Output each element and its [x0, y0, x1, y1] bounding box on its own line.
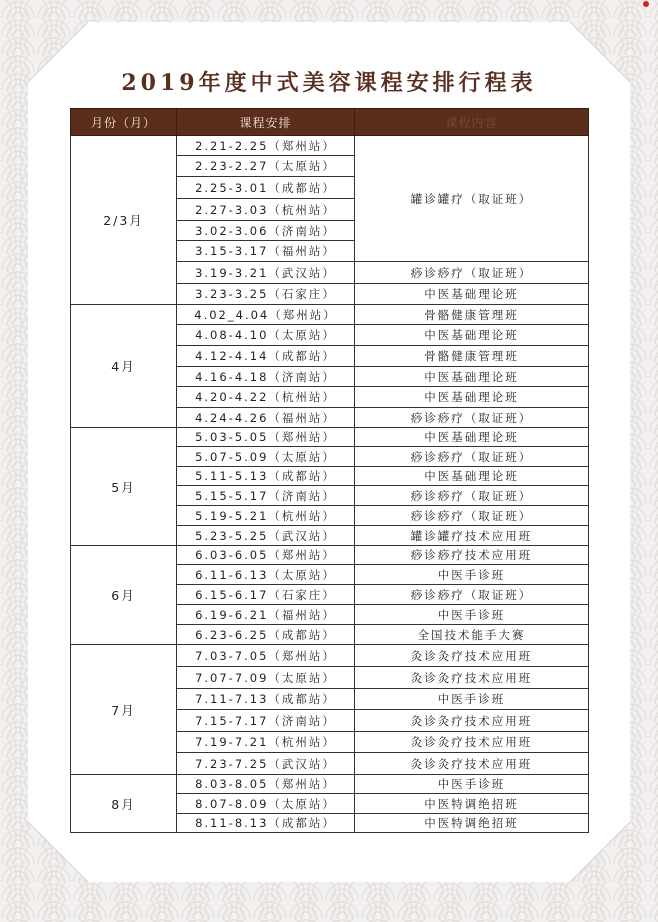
content-cell: 中医特调绝招班: [355, 794, 589, 814]
content-cell: 痧诊痧疗技术应用班: [355, 546, 589, 565]
schedule-cell: 3.23-3.25（石家庄）: [177, 284, 355, 305]
schedule-cell: 8.11-8.13（成都站）: [177, 814, 355, 833]
schedule-cell: 5.07-5.09（太原站）: [177, 447, 355, 467]
schedule-cell: 3.15-3.17（福州站）: [177, 241, 355, 262]
schedule-cell: 8.03-8.05（郑州站）: [177, 775, 355, 794]
schedule-cell: 4.08-4.10（太原站）: [177, 325, 355, 346]
month-cell: 2/3月: [71, 136, 177, 305]
schedule-cell: 4.16-4.18（济南站）: [177, 367, 355, 387]
schedule-cell: 5.19-5.21（杭州站）: [177, 506, 355, 526]
table-row: [71, 645, 589, 667]
content-cell: 中医特调绝招班: [355, 814, 589, 833]
content-cell: 灸诊灸疗技术应用班: [355, 753, 589, 775]
month-cell: 7月: [71, 645, 177, 775]
page-title: 2019年度中式美容课程安排行程表: [121, 70, 537, 96]
schedule-cell: 8.07-8.09（太原站）: [177, 794, 355, 814]
schedule-cell: 7.15-7.17（济南站）: [177, 710, 355, 732]
schedule-cell: 7.11-7.13（成都站）: [177, 689, 355, 710]
month-cell: 4月: [71, 305, 177, 428]
schedule-cell: 6.15-6.17（石家庄）: [177, 585, 355, 605]
content-cell: 中医基础理论班: [355, 387, 589, 408]
content-cell: 痧诊痧疗（取证班）: [355, 447, 589, 467]
header-schedule: 课程安排: [177, 109, 355, 136]
schedule-cell: 6.19-6.21（福州站）: [177, 605, 355, 625]
content-cell: 痧诊痧疗（取证班）: [355, 506, 589, 526]
schedule-cell: 7.03-7.05（郑州站）: [177, 645, 355, 667]
schedule-cell: 7.23-7.25（武汉站）: [177, 753, 355, 775]
schedule-table: [70, 108, 589, 833]
table-row: [71, 546, 589, 565]
content-cell: 中医手诊班: [355, 605, 589, 625]
month-cell: 5月: [71, 428, 177, 546]
schedule-cell: 5.15-5.17（济南站）: [177, 486, 355, 506]
schedule-cell: 4.24-4.26（福州站）: [177, 408, 355, 428]
schedule-cell: 2.21-2.25（郑州站）: [177, 136, 355, 156]
content-cell: 中医基础理论班: [355, 367, 589, 387]
content-cell: 中医基础理论班: [355, 467, 589, 486]
content-cell: 中医基础理论班: [355, 284, 589, 305]
content-cell: 中医手诊班: [355, 775, 589, 794]
schedule-cell: 7.07-7.09（太原站）: [177, 667, 355, 689]
schedule-cell: 4.12-4.14（成都站）: [177, 346, 355, 367]
table-body: [71, 136, 589, 833]
schedule-cell: 6.03-6.05（郑州站）: [177, 546, 355, 565]
content-cell: 灸诊灸疗技术应用班: [355, 710, 589, 732]
schedule-cell: 6.11-6.13（太原站）: [177, 565, 355, 585]
content-cell: 罐诊罐疗（取证班）: [355, 136, 589, 262]
content-cell: 骨骼健康管理班: [355, 346, 589, 367]
schedule-cell: 3.19-3.21（武汉站）: [177, 262, 355, 284]
table-row: [71, 775, 589, 794]
content-cell: 痧诊痧疗（取证班）: [355, 262, 589, 284]
table-row: [71, 136, 589, 156]
schedule-cell: 6.23-6.25（成都站）: [177, 625, 355, 645]
schedule-cell: 4.02_4.04（郑州站）: [177, 305, 355, 325]
schedule-cell: 2.27-3.03（杭州站）: [177, 199, 355, 221]
content-cell: 痧诊痧疗（取证班）: [355, 585, 589, 605]
table-row: [71, 305, 589, 325]
red-dot-icon: [643, 1, 649, 7]
header-content: 课程内容: [355, 109, 589, 136]
content-cell: 中医基础理论班: [355, 428, 589, 447]
content-cell: 痧诊痧疗（取证班）: [355, 408, 589, 428]
month-cell: 8月: [71, 775, 177, 833]
header-month: 月份（月）: [71, 109, 177, 136]
content-cell: 灸诊灸疗技术应用班: [355, 732, 589, 753]
schedule-cell: 4.20-4.22（杭州站）: [177, 387, 355, 408]
schedule-cell: 5.03-5.05（郑州站）: [177, 428, 355, 447]
content-cell: 中医手诊班: [355, 565, 589, 585]
content-cell: 灸诊灸疗技术应用班: [355, 667, 589, 689]
schedule-cell: 3.02-3.06（济南站）: [177, 221, 355, 241]
content-cell: 中医手诊班: [355, 689, 589, 710]
content-cell: 痧诊痧疗（取证班）: [355, 486, 589, 506]
schedule-cell: 2.23-2.27（太原站）: [177, 156, 355, 177]
table-header-row: [71, 109, 589, 136]
content-cell: 中医基础理论班: [355, 325, 589, 346]
content-cell: 灸诊灸疗技术应用班: [355, 645, 589, 667]
table-row: [71, 428, 589, 447]
content-cell: 全国技术能手大赛: [355, 625, 589, 645]
schedule-cell: 2.25-3.01（成都站）: [177, 177, 355, 199]
schedule-cell: 5.11-5.13（成都站）: [177, 467, 355, 486]
schedule-cell: 7.19-7.21（杭州站）: [177, 732, 355, 753]
content-cell: 罐诊罐疗技术应用班: [355, 526, 589, 546]
content-cell: 骨骼健康管理班: [355, 305, 589, 325]
schedule-cell: 5.23-5.25（武汉站）: [177, 526, 355, 546]
month-cell: 6月: [71, 546, 177, 645]
